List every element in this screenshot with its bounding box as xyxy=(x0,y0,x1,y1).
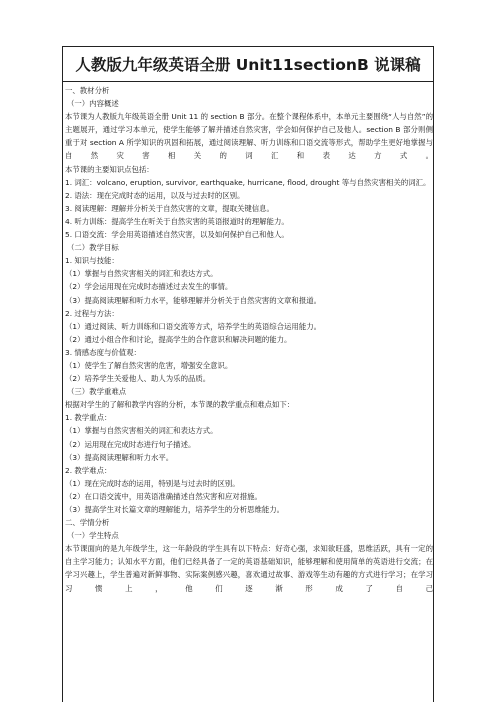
list-item: 1. 知识与技能： xyxy=(65,256,119,266)
section-heading: 二、学情分析 xyxy=(65,518,110,528)
list-item: （1）掌握与自然灾害相关的词汇和表达方式。 xyxy=(65,426,218,436)
list-item: 2. 语法：现在完成时态的运用，以及与过去时的区别。 xyxy=(65,190,245,200)
list-item: （1）使学生了解自然灾害的危害，增强安全意识。 xyxy=(65,360,233,370)
list-item: （3）提高阅读理解和听力水平。 xyxy=(65,452,174,462)
subsection-heading: （一）学生特点 xyxy=(67,531,119,541)
list-item: 3. 阅读理解：理解并分析关于自然灾害的文章，提取关键信息。 xyxy=(65,203,274,213)
subsection-heading: （二）教学目标 xyxy=(67,243,119,253)
list-item: （1）掌握与自然灾害相关的词汇和表达方式。 xyxy=(65,269,218,279)
document-page xyxy=(62,46,434,702)
list-item: （2）通过小组合作和讨论，提高学生的合作意识和解决问题的能力。 xyxy=(65,334,292,344)
section-heading: 一、教材分析 xyxy=(65,86,110,95)
list-item: （2）在口语交流中，用英语准确描述自然灾害和应对措施。 xyxy=(65,491,262,501)
list-item: 1. 词汇：volcano, eruption, survivor, earthquake, hurricane, flood, drought 等与自然灾害相关的词汇。 xyxy=(65,177,431,187)
list-item: 1. 教学重点： xyxy=(65,413,112,423)
list-item: （1）通过阅读、听力训练和口语交流等方式，培养学生的英语综合运用能力。 xyxy=(65,321,321,331)
list-item: （1）现在完成时态的运用，特别是与过去时的区别。 xyxy=(65,478,240,488)
list-item: （2）培养学生关爱他人、助人为乐的品质。 xyxy=(65,374,211,384)
paragraph: 本节课面向的是九年级学生，这一年龄段的学生具有以下特点：好奇心强，求知欲旺盛，思维活跃，具有一定的自主学习能力；认知水平方面，他们已经具备了一定的英语基础知识，能够理解和使用简单的英语进行交流；在学习兴趣上，学生普遍对新鲜事物、实际案例感兴趣，喜欢通过故事、游戏等生动有趣的方式进行学习；在学习习惯上，他们逐渐形成了自己 xyxy=(65,544,433,593)
text-line: 根据对学生的了解和教学内容的分析，本节课的教学重点和难点如下： xyxy=(65,400,295,410)
list-item: （2）运用现在完成时态进行句子描述。 xyxy=(65,439,196,449)
document-body xyxy=(63,82,433,595)
list-item: 4. 听力训练：提高学生在听关于自然灾害的英语报道时的理解能力。 xyxy=(65,216,289,226)
paragraph: 本节课为人教版九年级英语全册 Unit 11 的 section B 部分。在整个课程体系中，本单元主要围绕“人与自然”的主题展开，通过学习本单元，使学生能够了解并描述自然灾害，学会如何保护自己及他人。section B 部分则侧重于对 section A 所学知识的巩固和拓展，通过阅读理解、听力训练和口语交流等形式，帮助学生更好地掌握与自然灾害相关的词汇和表达方式。 xyxy=(65,112,433,161)
list-item: （3）提高阅读理解和听力水平，能够理解并分析关于自然灾害的文章和报道。 xyxy=(65,295,321,305)
list-item: 5. 口语交流：学会用英语描述自然灾害，以及如何保护自己和他人。 xyxy=(65,230,289,240)
list-item: 2. 过程与方法： xyxy=(65,308,119,318)
list-item: 2. 教学难点： xyxy=(65,465,112,475)
list-item: （3）提高学生对长篇文章的理解能力，培养学生的分析思维能力。 xyxy=(65,505,285,514)
document-title: 人教版九年级英语全册 Unit11sectionB 说课稿 xyxy=(63,47,433,82)
list-item: 3. 情感态度与价值观： xyxy=(65,347,141,357)
subsection-heading: （三）教学重难点 xyxy=(67,387,127,397)
text-line: 本节课的主要知识点包括： xyxy=(65,164,154,174)
list-item: （2）学会运用现在完成时态描述过去发生的事情。 xyxy=(65,282,233,292)
subsection-heading: （一）内容概述 xyxy=(67,99,119,109)
